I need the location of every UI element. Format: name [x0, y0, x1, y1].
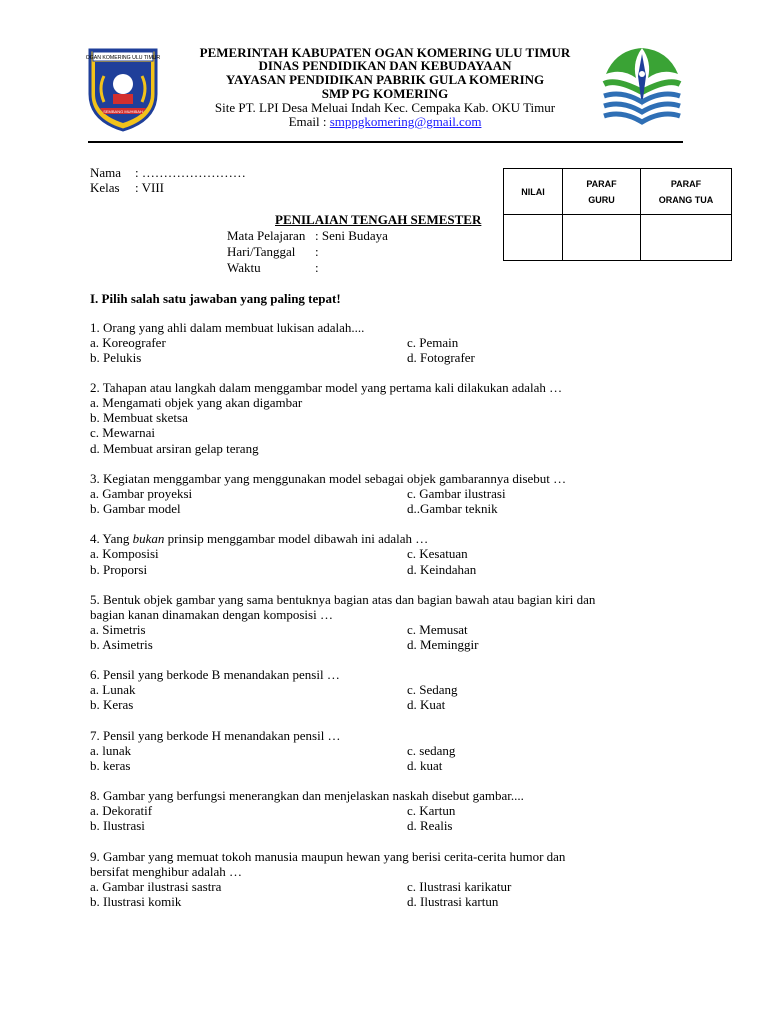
mapel-label: Mata Pelajaran: [227, 228, 306, 243]
q9-option-c[interactable]: c. Ilustrasi karikatur: [407, 879, 512, 894]
q5-option-a[interactable]: a. Simetris: [90, 622, 146, 637]
q2-option-b[interactable]: b. Membuat sketsa: [90, 410, 188, 425]
question-2: 2. Tahapan atau langkah dalam menggambar model yang pertama kali dilakukan adalah …: [90, 380, 563, 395]
question-8: 8. Gambar yang berfungsi menerangkan dan menjelaskan naskah disebut gambar....: [90, 788, 524, 803]
mapel-value: : Seni Budaya: [315, 228, 388, 243]
score-cell-nilai[interactable]: [504, 215, 563, 261]
hari-row: [227, 244, 487, 259]
q3-option-c[interactable]: c. Gambar ilustrasi: [407, 486, 506, 501]
score-header-nilai: NILAI: [504, 169, 563, 215]
q3-option-a[interactable]: a. Gambar proyeksi: [90, 486, 193, 501]
hari-value: :: [315, 244, 319, 259]
q4-option-c[interactable]: c. Kesatuan: [407, 546, 468, 561]
regency-crest-logo: [86, 46, 160, 132]
letterhead-foundation: YAYASAN PENDIDIKAN PABRIK GULA KOMERING: [225, 72, 545, 87]
hari-label: Hari/Tanggal: [227, 244, 296, 259]
nama-value: : ……………………: [135, 165, 246, 180]
score-cell-paraf-guru[interactable]: [563, 215, 641, 261]
q8-option-a[interactable]: a. Dekoratif: [90, 803, 153, 818]
q9-option-b[interactable]: b. Ilustrasi komik: [90, 894, 182, 909]
section-instruction: I. Pilih salah satu jawaban yang paling tepat!: [90, 291, 341, 306]
email-label: Email :: [288, 114, 330, 129]
q4-option-d[interactable]: d. Keindahan: [407, 562, 477, 577]
q2-option-d[interactable]: d. Membuat arsiran gelap terang: [90, 441, 259, 456]
kelas-label: Kelas: [90, 180, 120, 195]
q1-option-b[interactable]: b. Pelukis: [90, 350, 142, 365]
q8-option-c[interactable]: c. Kartun: [407, 803, 456, 818]
q1-option-c[interactable]: c. Pemain: [407, 335, 459, 350]
q9-option-a[interactable]: a. Gambar ilustrasi sastra: [90, 879, 222, 894]
letterhead-department: DINAS PENDIDIKAN DAN KEBUDAYAAN: [258, 58, 512, 73]
question-1: 1. Orang yang ahli dalam membuat lukisan adalah....: [90, 320, 365, 335]
q6-option-c[interactable]: c. Sedang: [407, 682, 458, 697]
nama-label: Nama: [90, 165, 122, 180]
letterhead-address: Site PT. LPI Desa Meluai Indah Kec. Cempaka Kab. OKU Timur: [214, 100, 556, 115]
q7-option-c[interactable]: c. sedang: [407, 743, 456, 758]
q6-option-a[interactable]: a. Lunak: [90, 682, 136, 697]
waktu-label: Waktu: [227, 260, 261, 275]
exam-title: PENILAIAN TENGAH SEMESTER: [275, 212, 482, 227]
q3-option-d[interactable]: d..Gambar teknik: [407, 501, 498, 516]
mapel-row: [227, 228, 487, 243]
score-table: [503, 168, 732, 261]
letterhead-government: PEMERINTAH KABUPATEN OGAN KOMERING ULU TIMUR: [199, 45, 571, 60]
q4-text-pre: 4. Yang: [90, 531, 133, 546]
score-cell-paraf-orang-tua[interactable]: [641, 215, 732, 261]
q7-option-d[interactable]: d. kuat: [407, 758, 443, 773]
question-9-line-1: 9. Gambar yang memuat tokoh manusia maupun hewan yang berisi cerita-cerita humor dan: [90, 849, 566, 864]
q2-option-c[interactable]: c. Mewarnai: [90, 425, 155, 440]
q1-option-d[interactable]: d. Fotografer: [407, 350, 475, 365]
q7-option-a[interactable]: a. lunak: [90, 743, 132, 758]
q1-option-a[interactable]: a. Koreografer: [90, 335, 166, 350]
question-5-line-2: bagian kanan dinamakan dengan komposisi …: [90, 607, 333, 622]
q6-option-b[interactable]: b. Keras: [90, 697, 134, 712]
question-5-line-1: 5. Bentuk objek gambar yang sama bentuknya bagian atas dan bagian bawah atau bagian kiri dan: [90, 592, 596, 607]
q5-option-b[interactable]: b. Asimetris: [90, 637, 153, 652]
kelas-value: : VIII: [135, 180, 165, 195]
question-9-line-2: bersifat menghibur adalah …: [90, 864, 242, 879]
email-link[interactable]: smppgkomering@gmail.com: [329, 114, 482, 129]
q4-text-emphasis: bukan: [132, 531, 165, 546]
waktu-value: :: [315, 260, 319, 275]
question-6: 6. Pensil yang berkode B menandakan pensil …: [90, 667, 340, 682]
q9-option-d[interactable]: d. Ilustrasi kartun: [407, 894, 499, 909]
question-4: [90, 531, 428, 546]
q4-option-a[interactable]: a. Komposisi: [90, 546, 159, 561]
q5-option-d[interactable]: d. Meminggir: [407, 637, 479, 652]
letterhead-email-line: [150, 115, 620, 129]
question-7: 7. Pensil yang berkode H menandakan pensil …: [90, 728, 341, 743]
question-3: 3. Kegiatan menggambar yang menggunakan model sebagai objek gambarannya disebut …: [90, 471, 567, 486]
q8-option-d[interactable]: d. Realis: [407, 818, 453, 833]
crest-motto-text: SEMBANG MUHIBAH: [103, 109, 143, 114]
q6-option-d[interactable]: d. Kuat: [407, 697, 446, 712]
q2-option-a[interactable]: a. Mengamati objek yang akan digambar: [90, 395, 303, 410]
waktu-row: [227, 260, 487, 275]
score-header-paraf-orang-tua: PARAF ORANG TUA: [641, 169, 732, 215]
crest-banner-text: OGAN KOMERING ULU TIMUR: [86, 55, 160, 61]
score-header-paraf-guru: PARAF GURU: [563, 169, 641, 215]
q8-option-b[interactable]: b. Ilustrasi: [90, 818, 145, 833]
q4-text-post: prinsip menggambar model dibawah ini adalah …: [164, 531, 429, 546]
letterhead-school-name: SMP PG KOMERING: [321, 86, 449, 101]
q5-option-c[interactable]: c. Memusat: [407, 622, 468, 637]
letterhead-divider: [88, 141, 683, 143]
q4-option-b[interactable]: b. Proporsi: [90, 562, 148, 577]
q7-option-b[interactable]: b. keras: [90, 758, 131, 773]
q3-option-b[interactable]: b. Gambar model: [90, 501, 181, 516]
